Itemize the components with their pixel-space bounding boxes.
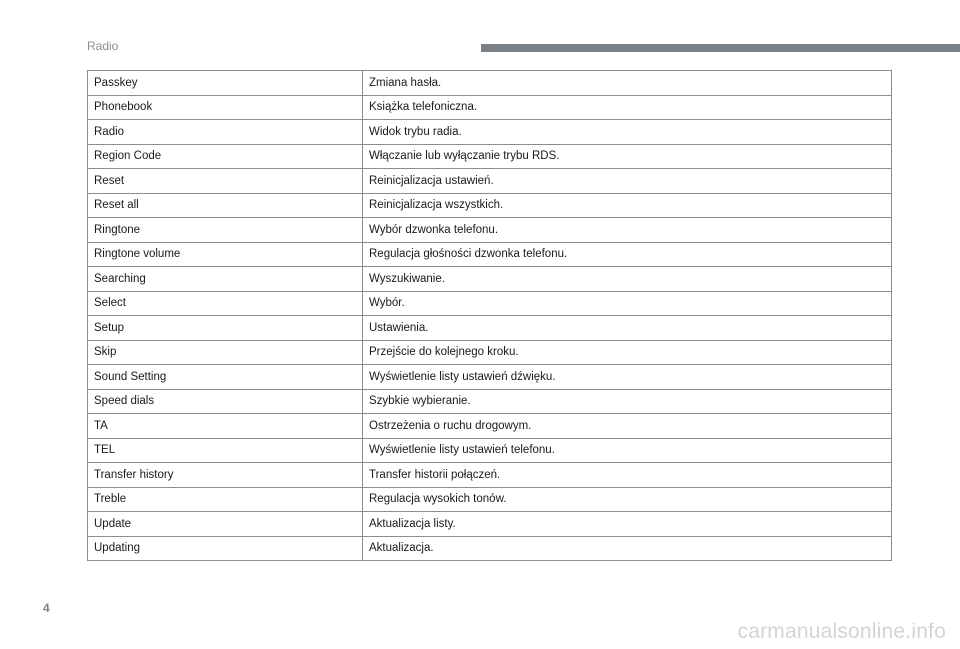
- table-row: [88, 487, 892, 512]
- table-row: [88, 193, 892, 218]
- term-cell: Skip: [88, 340, 363, 365]
- term-cell: Select: [88, 291, 363, 316]
- watermark: carmanualsonline.info: [737, 620, 946, 643]
- section-title: Radio: [87, 39, 119, 53]
- description-cell: Wyświetlenie listy ustawień telefonu.: [363, 438, 892, 463]
- term-cell: Ringtone volume: [88, 242, 363, 267]
- description-cell: Wyszukiwanie.: [363, 267, 892, 292]
- glossary-body: [88, 71, 892, 561]
- table-row: [88, 169, 892, 194]
- table-row: [88, 242, 892, 267]
- term-cell: Transfer history: [88, 463, 363, 488]
- term-cell: Phonebook: [88, 95, 363, 120]
- table-row: [88, 438, 892, 463]
- term-cell: Sound Setting: [88, 365, 363, 390]
- term-cell: Setup: [88, 316, 363, 341]
- term-cell: TA: [88, 414, 363, 439]
- description-cell: Ustawienia.: [363, 316, 892, 341]
- description-cell: Szybkie wybieranie.: [363, 389, 892, 414]
- glossary-table: [87, 70, 892, 561]
- table-row: [88, 95, 892, 120]
- description-cell: Reinicjalizacja wszystkich.: [363, 193, 892, 218]
- table-row: [88, 267, 892, 292]
- description-cell: Regulacja głośności dzwonka telefonu.: [363, 242, 892, 267]
- description-cell: Ostrzeżenia o ruchu drogowym.: [363, 414, 892, 439]
- table-row: [88, 340, 892, 365]
- table-row: [88, 463, 892, 488]
- term-cell: Radio: [88, 120, 363, 145]
- table-row: [88, 414, 892, 439]
- term-cell: TEL: [88, 438, 363, 463]
- page-number: 4: [43, 601, 50, 615]
- table-row: [88, 120, 892, 145]
- table-row: [88, 365, 892, 390]
- table-row: [88, 512, 892, 537]
- term-cell: Ringtone: [88, 218, 363, 243]
- term-cell: Reset: [88, 169, 363, 194]
- description-cell: Widok trybu radia.: [363, 120, 892, 145]
- header-bar: [481, 44, 960, 52]
- description-cell: Zmiana hasła.: [363, 71, 892, 96]
- term-cell: Reset all: [88, 193, 363, 218]
- term-cell: Update: [88, 512, 363, 537]
- table-row: [88, 316, 892, 341]
- term-cell: Updating: [88, 536, 363, 561]
- description-cell: Przejście do kolejnego kroku.: [363, 340, 892, 365]
- table-row: [88, 71, 892, 96]
- term-cell: Passkey: [88, 71, 363, 96]
- term-cell: Searching: [88, 267, 363, 292]
- term-cell: Speed dials: [88, 389, 363, 414]
- description-cell: Wyświetlenie listy ustawień dźwięku.: [363, 365, 892, 390]
- description-cell: Reinicjalizacja ustawień.: [363, 169, 892, 194]
- description-cell: Aktualizacja listy.: [363, 512, 892, 537]
- table-row: [88, 389, 892, 414]
- description-cell: Regulacja wysokich tonów.: [363, 487, 892, 512]
- description-cell: Wybór dzwonka telefonu.: [363, 218, 892, 243]
- description-cell: Wybór.: [363, 291, 892, 316]
- table-row: [88, 536, 892, 561]
- term-cell: Region Code: [88, 144, 363, 169]
- table-row: [88, 144, 892, 169]
- description-cell: Włączanie lub wyłączanie trybu RDS.: [363, 144, 892, 169]
- table-row: [88, 291, 892, 316]
- description-cell: Aktualizacja.: [363, 536, 892, 561]
- table-row: [88, 218, 892, 243]
- description-cell: Książka telefoniczna.: [363, 95, 892, 120]
- description-cell: Transfer historii połączeń.: [363, 463, 892, 488]
- term-cell: Treble: [88, 487, 363, 512]
